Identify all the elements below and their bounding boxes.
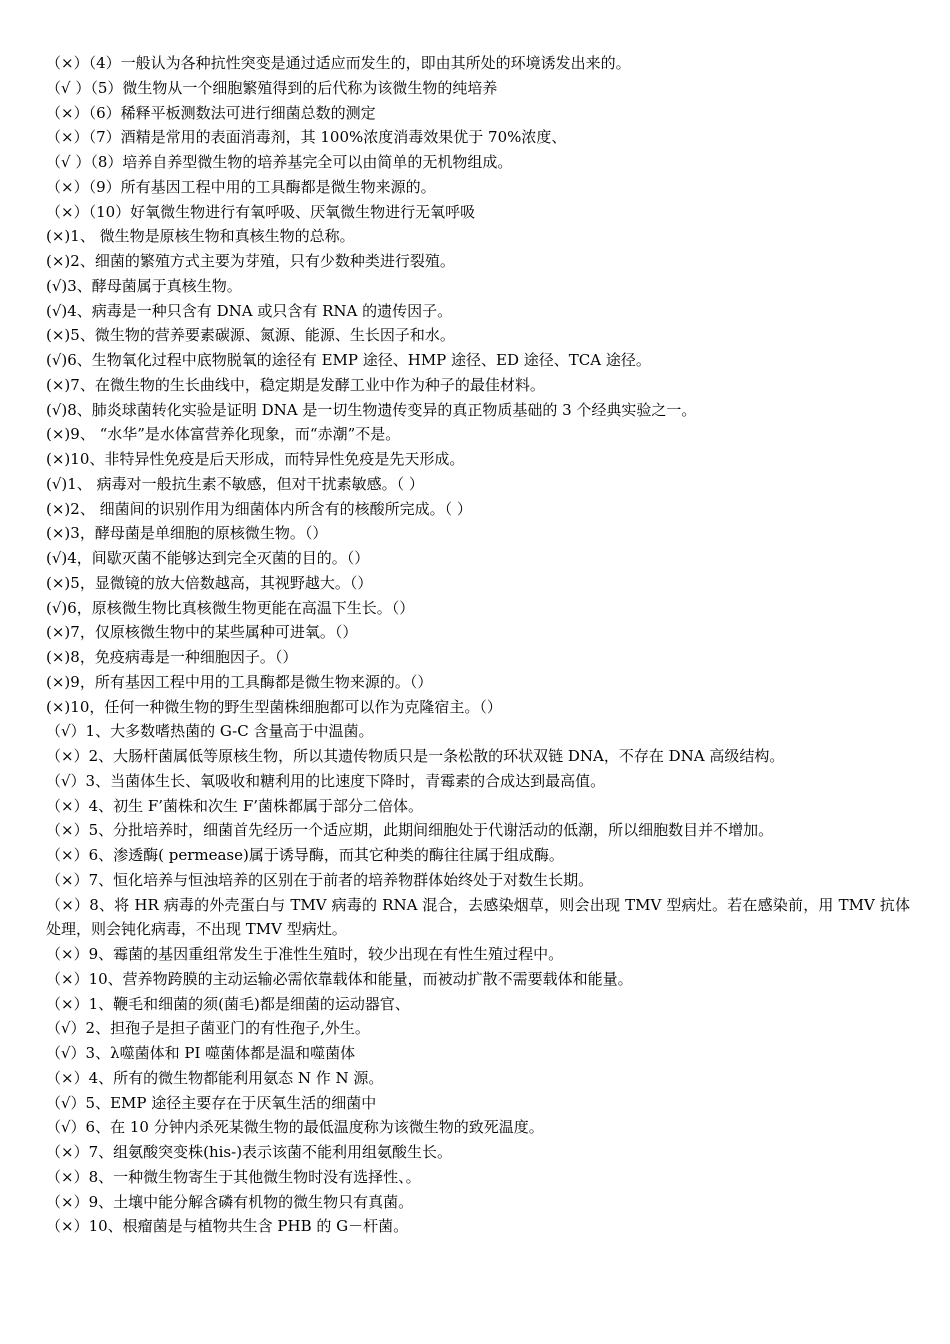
statement-line: (×)10、非特异性免疫是后天形成，而特异性免疫是先天形成。 <box>46 450 465 468</box>
statement-line: （×）8、将 HR 病毒的外壳蛋白与 TMV 病毒的 RNA 混合，去感染烟草，则会出现 TMV 型病灶。若在感染前，用 TMV 抗体处理，则会钝化病毒，不出现 TMV 型病灶。 <box>46 895 910 939</box>
statement-line: (√)6，原核微生物比真核微生物更能在高温下生长。（） <box>46 598 415 617</box>
statement-line: (√)4、病毒是一种只含有 DNA 或只含有 RNA 的遗传因子。 <box>46 301 453 320</box>
statement-line: (×)7，仅原核微生物中的某些属种可进氧。（） <box>46 623 358 642</box>
statement-line: (×)1、 微生物是原核生物和真核生物的总称。 <box>46 227 355 246</box>
statement-line: （×）（6）稀释平板测数法可进行细菌总数的测定 <box>46 103 376 122</box>
statement-line: （×）10、营养物跨膜的主动运输必需依靠载体和能量，而被动扩散不需要载体和能量。 <box>46 969 633 988</box>
statement-line: （×）9、土壤中能分解含磷有机物的微生物只有真菌。 <box>46 1192 414 1211</box>
statement-line: (×)8，免疫病毒是一种细胞因子。（） <box>46 648 298 666</box>
statement-line: (√)8、肺炎球菌转化实验是证明 DNA 是一切生物遗传变异的真正物质基础的 3 个经典实验之一。 <box>46 400 697 419</box>
statement-line: （×）（7）酒精是常用的表面消毒剂，其 100%浓度消毒效果优于 70%浓度、 <box>46 128 567 147</box>
statement-line: (×)2、细菌的繁殖方式主要为芽殖，只有少数种类进行裂殖。 <box>46 252 455 270</box>
statement-line: （√）1、大多数嗜热菌的 G-C 含量高于中温菌。 <box>46 722 374 741</box>
statement-line: （√ ）（5）微生物从一个细胞繁殖得到的后代称为该微生物的纯培养 <box>46 78 498 97</box>
statement-line: （√）2、担孢子是担子菌亚门的有性孢子,外生。 <box>46 1019 370 1038</box>
statement-line: （×）8、一种微生物寄生于其他微生物时没有选择性、。 <box>46 1167 421 1186</box>
statement-line: (√)1、 病毒对一般抗生素不敏感，但对干扰素敏感。（ ） <box>46 474 424 493</box>
document-page <box>46 51 910 1239</box>
statement-line: （×）2、大肠杆菌属低等原核生物，所以其遗传物质只是一条松散的环状双链 DNA，不存在 DNA 高级结构。 <box>46 747 785 765</box>
statement-line: (×)5、微生物的营养要素碳源、氮源、能源、生长因子和水。 <box>46 326 455 345</box>
statement-line: （×）7、恒化培养与恒浊培养的区别在于前者的培养物群体始终处于对数生长期。 <box>46 870 594 889</box>
statement-line: (×)5，显微镜的放大倍数越高，其视野越大。（） <box>46 573 373 592</box>
statement-line: (×)9，所有基因工程中用的工具酶都是微生物来源的。（） <box>46 672 433 691</box>
statement-line: （×）（4）一般认为各种抗性突变是通过适应而发生的，即由其所处的环境诱发出来的。 <box>46 54 631 72</box>
statement-line: （√）5、EMP 途径主要存在于厌氧生活的细菌中 <box>46 1093 377 1112</box>
statement-line: （×）4、初生 F’菌株和次生 F’菌株都属于部分二倍体。 <box>46 796 424 815</box>
statement-line: （×）1、鞭毛和细菌的须(菌毛)都是细菌的运动器官、 <box>46 994 410 1013</box>
statement-line: （×）9、霉菌的基因重组常发生于准性生殖时，较少出现在有性生殖过程中。 <box>46 945 564 963</box>
statement-line: （×）（10）好氧微生物进行有氧呼吸、厌氧微生物进行无氧呼吸 <box>46 202 476 221</box>
statement-line: (×)7、在微生物的生长曲线中，稳定期是发酵工业中作为种子的最佳材料。 <box>46 375 545 394</box>
statement-line: (√)4，间歇灭菌不能够达到完全灭菌的目的。（） <box>46 549 370 567</box>
statement-line: （√）3、λ噬菌体和 PI 噬菌体都是温和噬菌体 <box>46 1044 356 1062</box>
statement-line: (×)9、 “水华”是水体富营养化现象，而“赤潮”不是。 <box>46 425 401 444</box>
statement-line: （×）10、根瘤菌是与植物共生含 PHB 的 G－杆菌。 <box>46 1217 409 1236</box>
statement-line: (√)3、酵母菌属于真核生物。 <box>46 276 242 295</box>
statement-line: （×）7、组氨酸突变株(his-)表示该菌不能利用组氨酸生长。 <box>46 1143 453 1161</box>
statement-line: （×）（9）所有基因工程中用的工具酶都是微生物来源的。 <box>46 177 436 196</box>
statement-line: （√）6、在 10 分钟内杀死某微生物的最低温度称为该微生物的致死温度。 <box>46 1118 544 1137</box>
statement-line: (√)6、生物氧化过程中底物脱氧的途径有 EMP 途径、HMP 途径、ED 途径、TCA 途径。 <box>46 351 651 369</box>
statement-line: （√ ）（8）培养自养型微生物的培养基完全可以由简单的无机物组成。 <box>46 153 513 171</box>
statement-line: （×）4、所有的微生物都能利用氨态 N 作 N 源。 <box>46 1068 384 1087</box>
statement-line: （×）5、分批培养时，细菌首先经历一个适应期，此期间细胞处于代谢活动的低潮，所以细胞数目并不增加。 <box>46 821 774 840</box>
statement-line: （×）6、渗透酶( permease)属于诱导酶，而其它种类的酶往往属于组成酶。 <box>46 846 564 864</box>
statement-line: (×)2、 细菌间的识别作用为细菌体内所含有的核酸所完成。（ ） <box>46 499 472 518</box>
statement-line: （√）3、当菌体生长、氧吸收和糖利用的比速度下降时，青霉素的合成达到最高值。 <box>46 771 606 790</box>
statement-line: (×)3，酵母菌是单细胞的原核微生物。（） <box>46 524 328 543</box>
statement-line: (×)10，任何一种微生物的野生型菌株细胞都可以作为克隆宿主。（） <box>46 697 502 716</box>
